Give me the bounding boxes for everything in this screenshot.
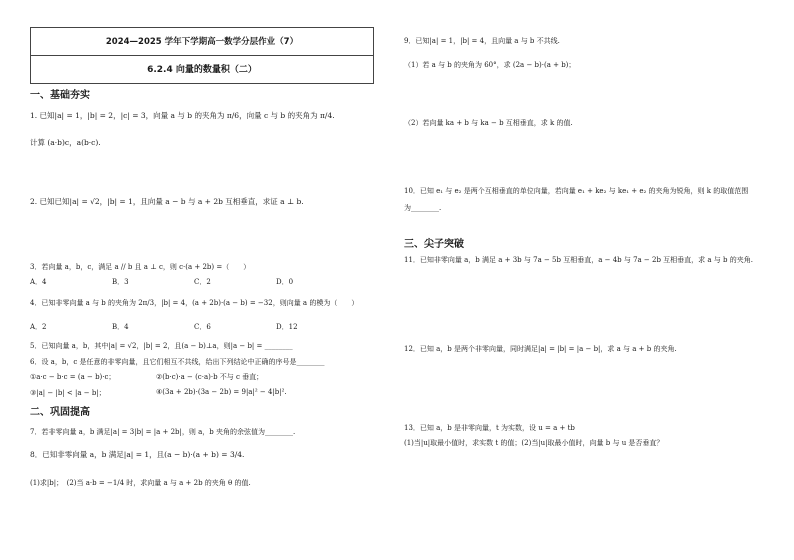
question-13-subparts: (1)当|u|取最小值时，求实数 t 的值；(2)当|u|取最小值时，向量 b 与 u 是否垂直？ [404,439,664,447]
question-4-option-a: A．2 [30,323,47,331]
question-1-text: 1. 已知|a| = 1，|b| = 2，|c| = 3，向量 a 与 b 的夹角为 π/6，向量 c 与 b 的夹角为 π/4. [30,111,335,120]
question-9-text: 9．已知|a| = 1，|b| = 4，且向量 a 与 b 不共线. [404,37,560,45]
question-6-option-1: ①a·c − b·c = (a − b)·c； [30,373,116,381]
section-basic: 一、基础夯实 [30,90,90,101]
question-10-text: 10．已知 e₁ 与 e₂ 是两个互相垂直的单位向量，若向量 e₁ + ke₂ 与 ke₁ + e₂ 的夹角为锐角，则 k 的取值范围 [404,187,749,195]
question-3-option-d: D．0 [276,278,294,286]
question-13-text: 13．已知 a，b 是非零向量，t 为实数，设 u = a + tb [404,424,575,432]
document-title: 2024—2025 学年下学期高一数学分层作业（7） [105,37,299,47]
question-3-option-c: C．2 [194,278,211,286]
question-3-text: 3．若向量 a，b，c，满足 a // b 且 a ⊥ c，则 c·(a + 2b) =（ ） [30,263,251,271]
question-4-option-d: D．12 [276,323,298,331]
question-6-text: 6．设 a，b，c 是任意的非零向量，且它们相互不共线，给出下列结论中正确的序号是________ [30,358,325,366]
question-1-task: 计算 (a·b)c，a(b·c). [30,138,101,147]
header-box [30,27,374,84]
question-6-option-4: ④(3a + 2b)·(3a − 2b) = 9|a|² − 4|b|². [156,388,287,396]
question-11-text: 11．已知非零向量 a，b 满足 a + 3b 与 7a − 5b 互相垂直，a − 4b 与 7a − 2b 互相垂直，求 a 与 b 的夹角. [404,256,753,264]
question-8-text: 8．已知非零向量 a，b 满足|a| = 1，且(a − b)·(a + b) = 3/4. [30,450,245,459]
question-2-text: 2. 已知已知|a| = √2，|b| = 1，且向量 a − b 与 a + 2b 互相垂直，求证 a ⊥ b. [30,197,304,206]
question-6-option-3: ③|a| − |b| < |a − b|； [30,389,106,397]
question-4-option-b: B．4 [112,323,129,331]
question-6-option-2: ②(b·c)·a − (c·a)·b 不与 c 垂直； [156,373,264,381]
question-12-text: 12．已知 a，b 是两个非零向量，同时满足|a| = |b| = |a − b|，求 a 与 a + b 的夹角. [404,345,677,353]
question-9-part-2: （2）若向量 ka + b 与 ka − b 互相垂直，求 k 的值. [404,119,573,127]
question-9-part-1: （1）若 a 与 b 的夹角为 60°，求 (2a − b)·(a + b)； [404,61,576,69]
question-3-option-a: A．4 [30,278,47,286]
question-8-subparts: (1)求|b|； (2)当 a·b = −1/4 时，求向量 a 与 a + 2b 的夹角 θ 的值. [30,479,251,487]
question-4-option-c: C．6 [194,323,211,331]
question-3-option-b: B．3 [112,278,129,286]
header-divider [31,55,373,56]
question-5-text: 5．已知向量 a，b，其中|a| = √2，|b| = 2，且(a − b)⊥a，则|a − b| = ________ [30,342,293,350]
question-7-text: 7．若非零向量 a，b 满足|a| = 3|b| = |a + 2b|，则 a，b 夹角的余弦值为________. [30,428,296,436]
section-advanced: 三、尖子突破 [404,239,464,250]
question-4-text: 4．已知非零向量 a 与 b 的夹角为 2π/3，|b| = 4，(a + 2b)·(a − b) = −32，则向量 a 的模为（ ） [30,299,359,307]
document-subtitle: 6.2.4 向量的数量积（二） [147,65,257,75]
section-consolidate: 二、巩固提高 [30,407,90,418]
question-10-blank: 为________. [404,204,442,212]
